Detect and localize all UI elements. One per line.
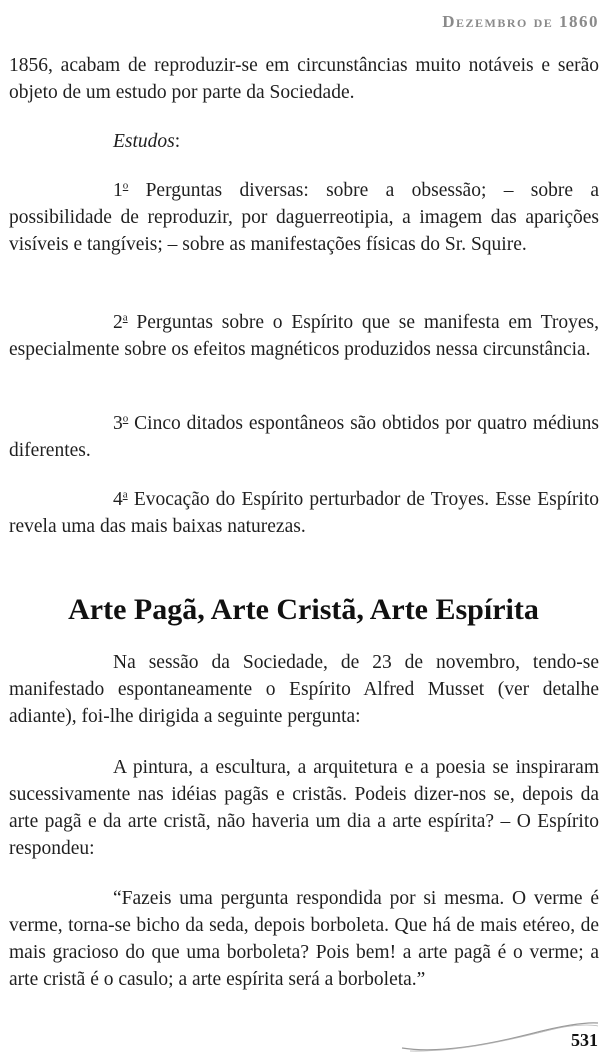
section-title: Arte Pagã, Arte Cristã, Arte Espírita	[68, 593, 539, 626]
study-item-4-number: 4	[113, 489, 123, 510]
estudos-colon: :	[174, 131, 181, 152]
study-item-2-text: Perguntas sobre o Espírito que se manifesta em Troyes, especialmente sobre os efeitos magnéticos produzidos nessa circunstância.	[9, 312, 599, 360]
page-number: 531	[571, 1030, 598, 1050]
question-paragraph: A pintura, a escultura, a arquitetura e a poesia se inspiraram sucessivamente nas idéias pagãs e cristãs. Podeis dizer-nos se, depois da arte pagã e da arte cristã, não haveria um dia a arte espírita? – O Espírito respondeu:	[9, 757, 599, 859]
study-item-4-ordinal: a	[122, 488, 128, 501]
study-item-3	[9, 410, 599, 464]
study-item-2-number: 2	[113, 312, 123, 333]
estudos-label: Estudos	[113, 131, 175, 152]
study-item-1-text: Perguntas diversas: sobre a obsessão; – sobre a possibilidade de reproduzir, por daguerreotipia, a imagem das aparições visíveis e tangíveis; – sobre as manifestações físicas do Sr. Squire.	[9, 180, 599, 255]
study-item-1	[9, 177, 599, 258]
study-item-3-ordinal: o	[122, 412, 129, 425]
estudos-heading	[9, 128, 599, 155]
continuation-paragraph: 1856, acabam de reproduzir-se em circunstâncias muito notáveis e serão objeto de um estudo por parte da Sociedade.	[9, 55, 599, 103]
study-item-2-ordinal: a	[122, 311, 128, 324]
study-item-2	[9, 309, 599, 363]
study-item-3-number: 3	[113, 413, 123, 434]
section-intro-paragraph: Na sessão da Sociedade, de 23 de novembro, tendo-se manifestado espontaneamente o Espírito Alfred Musset (ver detalhe adiante), foi-lhe dirigida a seguinte pergunta:	[9, 652, 599, 727]
study-item-4-text: Evocação do Espírito perturbador de Troyes. Esse Espírito revela uma das mais baixas naturezas.	[9, 489, 599, 537]
spirit-answer-paragraph: “Fazeis uma pergunta respondida por si mesma. O verme é verme, torna-se bicho da seda, depois borboleta. Que há de mais etéreo, de mais gracioso do que uma borboleta? Pois bem! a arte pagã é o verme; a arte cristã é o casulo; a arte espírita será a borboleta.”	[9, 888, 599, 990]
study-item-1-ordinal: o	[122, 179, 129, 192]
study-item-4	[9, 486, 599, 540]
study-item-1-number: 1	[113, 180, 123, 201]
running-header: Dezembro de 1860	[442, 12, 599, 31]
footer-swash-ornament	[400, 1014, 600, 1054]
study-item-3-text: Cinco ditados espontâneos são obtidos por quatro médiuns diferentes.	[9, 413, 599, 461]
